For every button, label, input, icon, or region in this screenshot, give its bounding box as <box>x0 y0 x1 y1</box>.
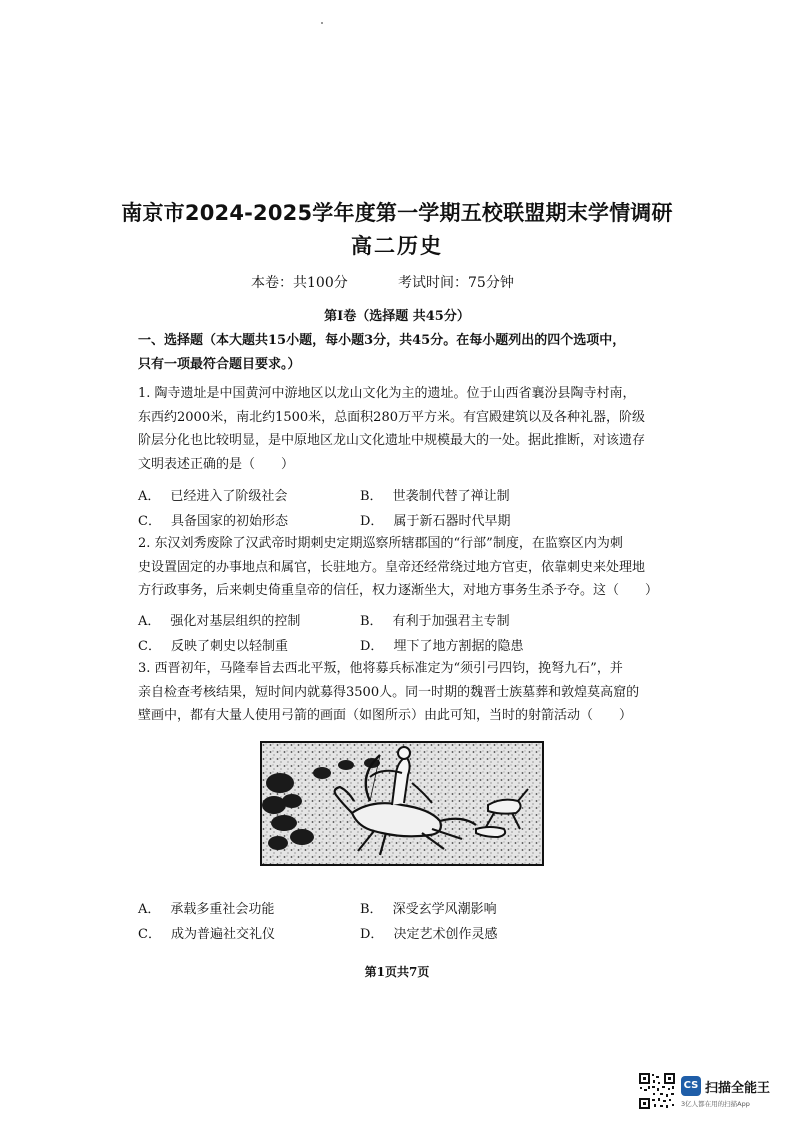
stem-line: 1. 陶寺遗址是中国黄河中游地区以龙山文化为主的遗址。位于山西省襄汾县陶寺村南， <box>138 386 636 401</box>
stem-line: 阶层分化也比较明显，是中原地区龙山文化遗址中规模最大的一处。据此推断，对该遗存 <box>138 433 646 448</box>
option-letter: B． <box>360 489 383 504</box>
option-letter: A． <box>138 614 161 629</box>
option-text: 成为普遍社交礼仪 <box>170 927 275 942</box>
camscanner-logo: CS <box>681 1076 701 1096</box>
question-2-option-c[interactable] <box>138 635 288 654</box>
option-text: 埋下了地方割据的隐患 <box>393 639 524 654</box>
option-text: 反映了刺史以轻制重 <box>170 639 288 654</box>
option-letter: A． <box>138 902 161 917</box>
option-letter: D． <box>360 927 384 942</box>
archer-mural-illustration <box>262 743 542 864</box>
option-text: 有利于加强君主专制 <box>392 614 510 629</box>
stem-line: 壁画中，都有大量人使用弓箭的画面（如图所示）由此可知，当时的射箭活动（ ） <box>138 708 633 723</box>
stem-line: 亲自检查考核结果，短时间内就募得3500人。同一时期的魏晋士族墓葬和敦煌莫高窟的 <box>138 684 640 700</box>
option-letter: C． <box>138 639 161 654</box>
option-letter: D． <box>360 514 384 529</box>
option-text: 已经进入了阶级社会 <box>170 489 288 504</box>
option-text: 深受玄学风潮影响 <box>392 902 497 917</box>
camscanner-slogan: 3亿人都在用的扫描App <box>681 1100 750 1108</box>
option-letter: B． <box>360 614 383 629</box>
mural-archer-figure <box>260 741 544 866</box>
exam-title: 南京市2024-2025学年度第一学期五校联盟期末学情调研 <box>121 201 673 225</box>
stem-line: 文明表述正确的是（ ） <box>138 456 295 472</box>
question-2-option-a[interactable] <box>138 610 300 629</box>
page-number: 第1页共7页 <box>364 965 430 979</box>
option-text: 具备国家的初始形态 <box>170 514 288 529</box>
question-1-option-d[interactable] <box>360 510 510 529</box>
question-2-option-b[interactable] <box>360 610 510 629</box>
option-letter: C． <box>138 927 161 942</box>
stem-line: 东西约2000米，南北约1500米，总面积280万平方米。有宫殿建筑以及各种礼器，阶级 <box>138 409 645 425</box>
stem-line: 史设置固定的办事地点和属官，长驻地方。皇帝还经常绕过地方官吏，依靠刺史来处理地 <box>138 559 646 575</box>
option-text: 强化对基层组织的控制 <box>170 614 301 629</box>
option-text: 世袭制代替了禅让制 <box>392 489 510 504</box>
instructions-line: 只有一项最符合题目要求。） <box>138 356 301 372</box>
question-2-stem <box>138 532 659 603</box>
qr-code-icon <box>638 1072 676 1110</box>
exam-time: 考试时间：75分钟 <box>398 275 514 291</box>
option-letter: B． <box>360 902 383 917</box>
stem-line: 方行政事务，后来刺史倚重皇帝的信任，权力逐渐坐大，对地方事务生杀予夺。这（ ） <box>138 583 659 598</box>
instructions <box>138 329 656 376</box>
scan-speck <box>321 22 323 24</box>
question-3-option-d[interactable] <box>360 923 497 942</box>
option-text: 属于新石器时代早期 <box>393 514 511 529</box>
question-1-stem <box>138 382 656 476</box>
question-3-option-b[interactable] <box>360 898 497 917</box>
camscanner-name: 扫描全能王 <box>705 1081 771 1096</box>
option-letter: C． <box>138 514 161 529</box>
option-text: 承载多重社会功能 <box>170 902 275 917</box>
question-3-option-c[interactable] <box>138 923 275 942</box>
question-1-option-a[interactable] <box>138 485 287 504</box>
qr-code-graphic <box>638 1072 676 1110</box>
subject-title: 高二历史 <box>351 234 443 258</box>
stem-line: 2. 东汉刘秀废除了汉武帝时期刺史定期巡察所辖郡国的“行部”制度，在监察区内为刺 <box>138 536 623 551</box>
option-letter: D． <box>360 639 384 654</box>
question-3-option-a[interactable] <box>138 898 274 917</box>
option-letter: A． <box>138 489 161 504</box>
question-2-option-d[interactable] <box>360 635 523 654</box>
total-score: 本卷：共100分 <box>251 275 348 291</box>
option-text: 决定艺术创作灵感 <box>393 927 498 942</box>
instructions-line: 一、选择题（本大题共15小题，每小题3分，共45分。在每小题列出的四个选项中， <box>138 333 626 348</box>
stem-line: 3. 西晋初年，马隆奉旨去西北平叛，他将募兵标准定为“须引弓四钧，挽弩九石”，并 <box>138 661 623 676</box>
question-1-option-c[interactable] <box>138 510 288 529</box>
section-title: 第Ⅰ卷（选择题 共45分） <box>324 309 470 324</box>
question-3-stem <box>138 657 656 728</box>
question-1-option-b[interactable] <box>360 485 510 504</box>
